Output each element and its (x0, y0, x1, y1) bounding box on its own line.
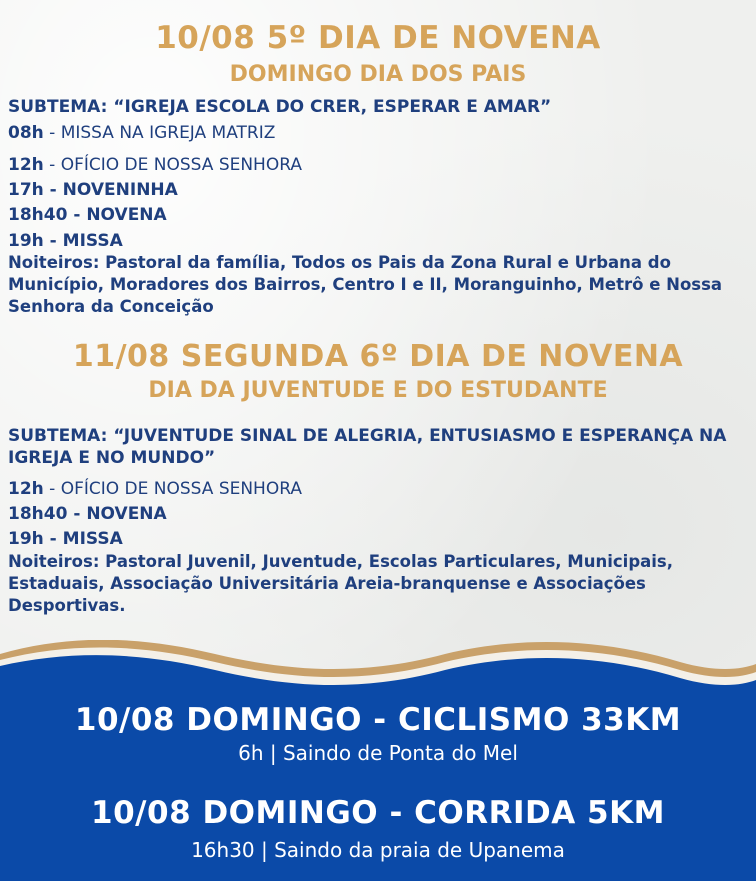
day6-item (8, 504, 167, 524)
item-text: - MISSA (43, 231, 123, 251)
item-text: - OFÍCIO DE NOSSA SENHORA (43, 479, 302, 499)
item-text: - MISSA (43, 529, 123, 549)
day5-title: 10/08 5º DIA DE NOVENA (155, 20, 601, 56)
item-text: - OFÍCIO DE NOSSA SENHORA (43, 155, 302, 175)
day5-subtitle: DOMINGO DIA DOS PAIS (229, 62, 527, 87)
item-time: 12h (8, 155, 44, 175)
day6-item (8, 529, 123, 549)
day6-subtitle: DIA DA JUVENTUDE E DO ESTUDANTE (148, 378, 608, 403)
day6-title: 11/08 SEGUNDA 6º DIA DE NOVENA (72, 339, 684, 374)
day5-item (8, 122, 275, 144)
day6-item (8, 478, 302, 500)
item-text: - MISSA NA IGREJA MATRIZ (43, 123, 276, 143)
item-time: 19h (8, 231, 44, 251)
day5-item (8, 180, 178, 200)
item-text: - NOVENA (67, 504, 167, 524)
day6-noiteiros: Noiteiros: Pastoral Juvenil, Juventude, Escolas Particulares, Municipais, Estaduais, Associação Universitária Areia-branquense e Associações Desportivas. (8, 552, 674, 615)
day5-item (8, 231, 123, 251)
event-corrida-title: 10/08 DOMINGO - CORRIDA 5KM (91, 795, 665, 831)
day5-item (8, 205, 167, 225)
day5-subtema: SUBTEMA: “IGREJA ESCOLA DO CRER, ESPERAR E AMAR” (8, 97, 552, 117)
item-time: 12h (8, 479, 44, 499)
event-corrida-detail: 16h30 | Saindo da praia de Upanema (191, 838, 565, 862)
item-time: 17h (8, 180, 44, 200)
day5-noiteiros: Noiteiros: Pastoral da família, Todos os Pais da Zona Rural e Urbana do Município, Moradores dos Bairros, Centro I e II, Moranguinho, Metrô e Nossa Senhora da Conceição (8, 253, 723, 316)
item-time: 18h40 (8, 504, 68, 524)
item-time: 19h (8, 529, 44, 549)
event-ciclismo-detail: 6h | Saindo de Ponta do Mel (238, 741, 518, 765)
item-text: - NOVENINHA (43, 180, 178, 200)
day6-subtema: SUBTEMA: “JUVENTUDE SINAL DE ALEGRIA, ENTUSIASMO E ESPERANÇA NA IGREJA E NO MUNDO” (8, 426, 727, 468)
item-text: - NOVENA (67, 205, 167, 225)
event-ciclismo-title: 10/08 DOMINGO - CICLISMO 33KM (74, 702, 682, 738)
item-time: 08h (8, 123, 44, 143)
item-time: 18h40 (8, 205, 68, 225)
day5-item (8, 154, 302, 176)
